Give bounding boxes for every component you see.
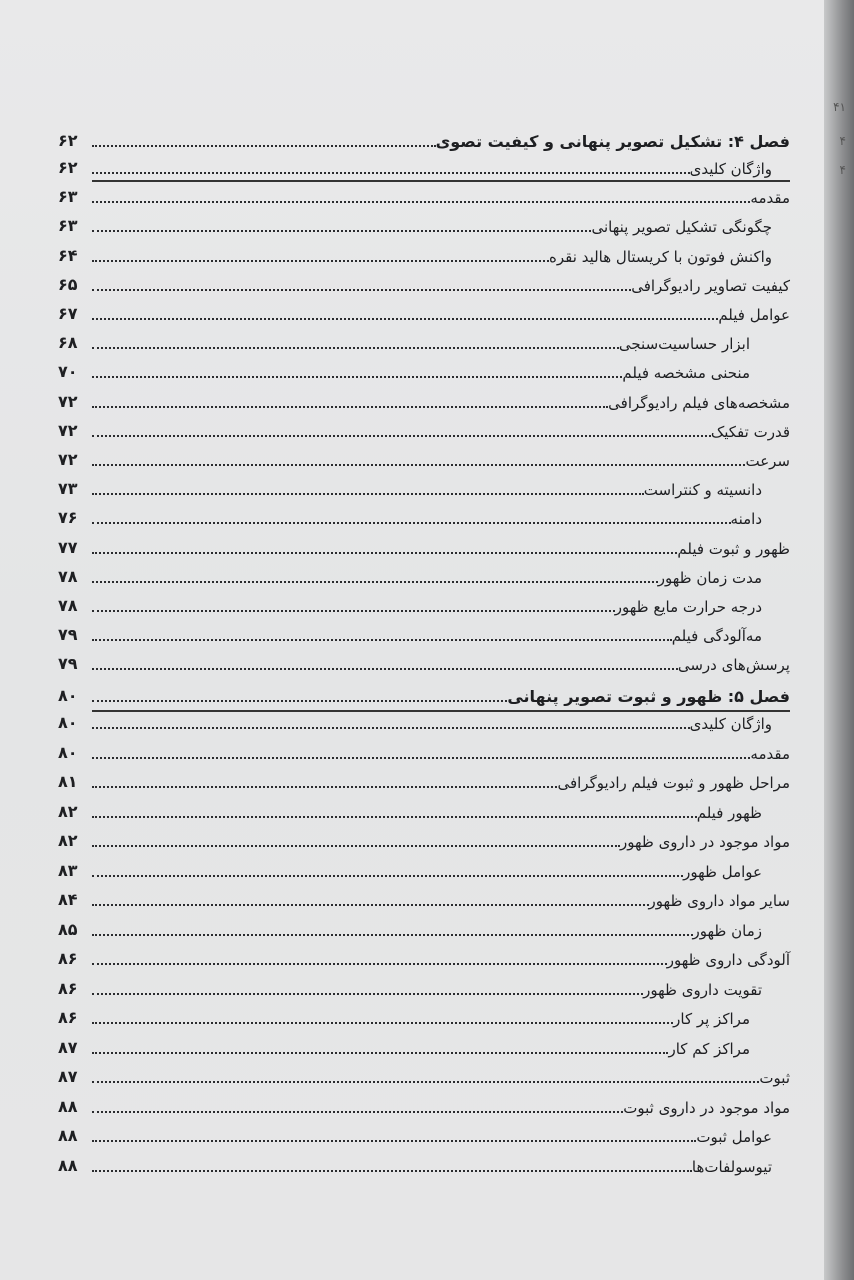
leader-dots <box>92 1022 673 1024</box>
entry-title: مواد موجود در داروی ظهور <box>619 833 790 851</box>
leader-dots <box>92 435 711 437</box>
leader-dots <box>92 786 557 788</box>
toc-entry <box>92 592 790 618</box>
leader-dots <box>92 757 750 759</box>
toc-entry <box>92 975 790 1001</box>
leader-dots <box>92 522 731 524</box>
leader-dots <box>92 1052 668 1054</box>
page-number: ۷۸ <box>58 596 78 615</box>
toc-entry <box>92 446 790 472</box>
toc-entry <box>92 475 790 501</box>
toc-entry <box>92 1034 790 1060</box>
leader-dots <box>92 700 507 702</box>
entry-title: واژگان کلیدی <box>689 715 772 733</box>
page-number: ۷۳ <box>58 479 78 499</box>
page-number: ۶۷ <box>58 304 78 323</box>
page-number: ۸۸ <box>58 1155 78 1175</box>
page-number: ۸۸ <box>58 1126 78 1145</box>
edge-number: ۴ <box>839 163 846 177</box>
page-number: ۶۲ <box>58 158 78 177</box>
leader-dots <box>92 727 690 729</box>
leader-dots <box>92 1111 623 1113</box>
entry-title: مقدمه <box>750 744 790 763</box>
leader-dots <box>92 172 690 174</box>
page-number: ۷۹ <box>58 654 78 674</box>
toc-entry <box>92 857 790 883</box>
page-number: ۸۴ <box>58 890 78 909</box>
entry-title: مراحل ظهور و ثبوت فیلم رادیوگرافی <box>557 774 790 792</box>
entry-title: دانسیته و کنتراست <box>643 481 762 500</box>
toc-entry <box>92 388 790 414</box>
chapter-title: فصل ۴: تشکیل تصویر پنهانی و کیفیت تصوی <box>435 132 790 151</box>
toc-entry <box>92 798 790 824</box>
page-number: ۷۲ <box>58 391 78 411</box>
entry-title: عوامل ظهور <box>683 862 762 881</box>
page-number: ۸۰ <box>58 742 78 762</box>
entry-title: چگونگی تشکیل تصویر پنهانی <box>591 218 772 237</box>
leader-dots <box>92 816 697 818</box>
page-number: ۷۹ <box>58 625 78 645</box>
entry-title: آلودگی داروی ظهور <box>666 951 790 969</box>
entry-title: تقویت داروی ظهور <box>643 980 762 999</box>
toc-entry <box>92 417 790 443</box>
leader-dots <box>92 875 683 877</box>
leader-dots <box>92 376 622 378</box>
entry-title: تیوسولفات‌ها <box>691 1157 772 1176</box>
leader-dots <box>92 318 718 320</box>
page-number: ۸۶ <box>58 1008 78 1027</box>
leader-dots <box>92 639 672 641</box>
leader-dots <box>92 201 750 203</box>
leader-dots <box>92 347 619 349</box>
toc-entry <box>92 945 790 971</box>
page-number: ۸۲ <box>58 831 78 850</box>
page-number: ۷۷ <box>58 537 78 557</box>
entry-title: عوامل فیلم <box>718 306 790 324</box>
toc-entry <box>92 1093 790 1119</box>
edge-number: ۴ <box>839 134 846 148</box>
entry-title: واژگان کلیدی <box>689 160 772 178</box>
chapter-title: فصل ۵: ظهور و ثبوت تصویر پنهانی <box>507 687 790 706</box>
entry-title: مقدمه <box>750 189 790 208</box>
chapter-heading <box>92 682 790 708</box>
leader-dots <box>92 610 615 612</box>
leader-dots <box>92 993 643 995</box>
entry-title: واکنش فوتون با کریستال هالید نقره <box>549 247 772 266</box>
toc-entry <box>92 886 790 912</box>
toc-entry <box>92 709 790 735</box>
entry-title: مواد موجود در داروی ثبوت <box>623 1098 790 1117</box>
page-number: ۷۰ <box>58 362 78 382</box>
toc-entry <box>92 271 790 297</box>
toc-entry <box>92 1004 790 1030</box>
leader-dots <box>92 289 631 291</box>
entry-title: عوامل ثبوت <box>696 1128 772 1146</box>
leader-dots <box>92 406 608 408</box>
leader-dots <box>92 1140 696 1142</box>
page-number: ۸۶ <box>58 978 78 998</box>
toc-entry <box>92 739 790 765</box>
toc-entry <box>92 827 790 853</box>
page-number: ۸۰ <box>58 713 78 732</box>
entry-title: زمان ظهور <box>692 921 762 940</box>
toc-entry <box>92 183 790 209</box>
edge-number: ۴۱ <box>833 100 846 114</box>
entry-title: کیفیت تصاویر رادیوگرافی <box>631 276 790 295</box>
toc-entry <box>92 212 790 238</box>
toc-entry <box>92 300 790 326</box>
leader-dots <box>92 581 658 583</box>
entry-title: مراکز پر کار <box>673 1010 750 1028</box>
chapter-4-rule <box>92 180 790 182</box>
leader-dots <box>92 904 649 906</box>
toc-entry <box>92 563 790 589</box>
entry-title: منحنی مشخصه فیلم <box>622 364 750 383</box>
page-number: ۸۱ <box>58 772 78 791</box>
leader-dots <box>92 230 591 232</box>
page-number: ۸۰ <box>58 686 78 705</box>
entry-title: پرسش‌های درسی <box>677 656 790 675</box>
toc-entry <box>92 650 790 676</box>
leader-dots <box>92 464 745 466</box>
toc-entry <box>92 154 790 180</box>
entry-title: مراکز کم کار <box>668 1039 750 1058</box>
toc-entry <box>92 1122 790 1148</box>
entry-title: ابزار حساسیت‌سنجی <box>618 335 750 354</box>
page-number: ۶۳ <box>58 187 78 207</box>
page-number: ۸۷ <box>58 1037 78 1057</box>
toc-entry <box>92 1152 790 1178</box>
page-number: ۶۵ <box>58 274 78 294</box>
leader-dots <box>92 845 620 847</box>
toc-entry <box>92 329 790 355</box>
toc-entry <box>92 534 790 560</box>
leader-dots <box>92 552 677 554</box>
entry-title: سایر مواد داروی ظهور <box>648 892 790 910</box>
entry-title: ظهور و ثبوت فیلم <box>677 539 790 558</box>
page-number: ۶۳ <box>58 216 78 236</box>
toc-entry <box>92 504 790 530</box>
leader-dots <box>92 260 549 262</box>
entry-title: سرعت <box>745 452 790 470</box>
leader-dots <box>92 1170 692 1172</box>
entry-title: ثبوت <box>759 1069 790 1087</box>
entry-title: قدرت تفکیک <box>710 422 790 441</box>
toc-entry <box>92 358 790 384</box>
chapter-heading <box>92 127 790 153</box>
page-number: ۸۷ <box>58 1067 78 1086</box>
page-number: ۷۲ <box>58 420 78 440</box>
toc-entry <box>92 768 790 794</box>
entry-title: مه‌آلودگی فیلم <box>671 627 762 646</box>
entry-title: دامنه <box>730 510 762 529</box>
page-number: ۸۳ <box>58 860 78 880</box>
toc-entry <box>92 242 790 268</box>
page-number: ۸۲ <box>58 801 78 821</box>
leader-dots <box>92 1081 759 1083</box>
leader-dots <box>92 934 693 936</box>
leader-dots <box>92 145 436 147</box>
toc-entry <box>92 916 790 942</box>
page-number: ۷۲ <box>58 450 78 469</box>
page-number: ۸۸ <box>58 1096 78 1116</box>
entry-title: ظهور فیلم <box>696 803 762 822</box>
page-number: ۶۲ <box>58 131 78 150</box>
leader-dots <box>92 668 678 670</box>
entry-title: مدت زمان ظهور <box>657 568 762 587</box>
toc-entry <box>92 621 790 647</box>
entry-title: درجه حرارت مایع ظهور <box>614 598 762 616</box>
page-number: ۶۴ <box>58 245 78 265</box>
entry-title: مشخصه‌های فیلم رادیوگرافی <box>608 393 790 412</box>
page-number: ۸۶ <box>58 949 78 968</box>
toc-entry <box>92 1063 790 1089</box>
page-number: ۷۶ <box>58 508 78 528</box>
page-number: ۸۵ <box>58 919 78 939</box>
leader-dots <box>92 493 644 495</box>
page-number: ۶۸ <box>58 333 78 353</box>
page-number: ۷۸ <box>58 566 78 586</box>
leader-dots <box>92 963 667 965</box>
